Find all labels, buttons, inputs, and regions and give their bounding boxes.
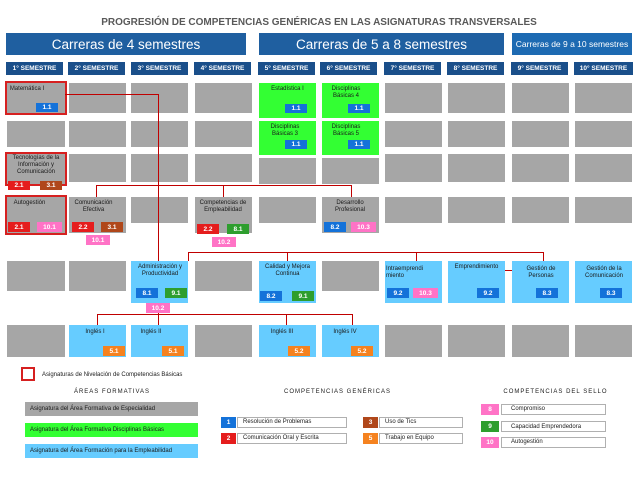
badge-10-3: 10.3 (351, 222, 376, 232)
legend-generic-1: Resolución de Problemas (243, 419, 312, 425)
course-placeholder (195, 154, 252, 182)
course-label: Matemática I (9, 86, 45, 92)
badge-2-2: 2.2 (72, 222, 94, 232)
semester-5: 5° SEMESTRE (258, 62, 315, 75)
badge-5-2: 5.2 (351, 346, 373, 356)
course-placeholder (322, 158, 379, 184)
badge-8-1: 8.1 (136, 288, 158, 298)
legend-sello-10-num: 10 (481, 437, 499, 448)
course-label: Intraemprendi miento (386, 266, 424, 279)
connector-line (65, 94, 159, 95)
badge-10-3: 10.3 (413, 288, 438, 298)
course-placeholder (448, 83, 505, 113)
badge-3-1: 3.1 (40, 181, 62, 190)
legend-generic-2: Comunicación Oral y Escrita (243, 435, 319, 441)
connector-line (352, 314, 353, 325)
course-label: Inglés IV (333, 329, 357, 335)
badge-9-1: 9.1 (165, 288, 187, 298)
course-label: Disciplinas Básicas 5 (331, 124, 361, 137)
band-4-semestres: Carreras de 4 semestres (6, 33, 246, 55)
course-placeholder (131, 197, 188, 223)
course-placeholder (448, 154, 505, 182)
course-label: Gestión de Personas (526, 266, 556, 279)
course-placeholder (7, 121, 65, 147)
badge-10-2: 10.2 (212, 237, 236, 247)
course-placeholder (195, 325, 252, 357)
course-placeholder (385, 121, 442, 147)
course-placeholder (195, 83, 252, 113)
badge-8-2: 8.2 (260, 291, 282, 301)
course-placeholder (322, 261, 379, 291)
badge-1-1: 1.1 (348, 140, 370, 149)
connector-line (158, 94, 159, 261)
legend-generic-2-num: 2 (221, 433, 236, 444)
course-placeholder (448, 121, 505, 147)
connector-line (96, 185, 97, 197)
course-placeholder (7, 325, 65, 357)
badge-5-2: 5.2 (288, 346, 310, 356)
legend-red-box-label: Asignaturas de Nivelación de Competencias Básicas (42, 372, 183, 378)
badge-8-2: 8.2 (324, 222, 346, 232)
course-placeholder (131, 121, 188, 147)
band-9-10-semestres: Carreras de 9 a 10 semestres (512, 33, 632, 55)
badge-1-1: 1.1 (348, 104, 370, 113)
course-placeholder (448, 325, 505, 357)
course-label: Tecnologías de la Información y Comunicación (12, 155, 60, 175)
badge-8-3: 8.3 (536, 288, 558, 298)
course-placeholder (512, 83, 569, 113)
course-placeholder (575, 83, 632, 113)
course-placeholder (575, 121, 632, 147)
legend-generic-1-num: 1 (221, 417, 236, 428)
course-placeholder (385, 154, 442, 182)
semester-2: 2° SEMESTRE (68, 62, 125, 75)
badge-2-2: 2.2 (197, 224, 219, 234)
badge-1-1: 1.1 (36, 103, 58, 112)
badge-10-2: 10.2 (146, 303, 170, 313)
legend-sello-8-num: 8 (481, 404, 499, 415)
connector-line (286, 314, 287, 325)
legend-red-box (21, 367, 35, 381)
connector-line (416, 252, 417, 261)
course-label: Calidad y Mejora Continua (264, 264, 311, 277)
course-label: Inglés III (270, 329, 294, 335)
course-placeholder (195, 121, 252, 147)
course-placeholder (512, 154, 569, 182)
connector-line (96, 185, 352, 186)
legend-area-especialidad: Asignatura del Área Formativa de Especialidad (25, 402, 198, 416)
semester-7: 7° SEMESTRE (384, 62, 441, 75)
badge-2-1: 2.1 (8, 181, 30, 190)
legend-area-disciplinas: Asignatura del Área Formativa Disciplinas Básicas (25, 423, 198, 437)
course-placeholder (69, 261, 126, 291)
course-label: Comunicación Efectiva (74, 200, 113, 213)
course-placeholder (512, 197, 569, 223)
badge-10-1: 10.1 (86, 235, 110, 245)
legend-generic-3-num: 3 (363, 417, 378, 428)
badge-2-1: 2.1 (8, 222, 30, 232)
semester-9: 9° SEMESTRE (511, 62, 568, 75)
band-5-8-semestres: Carreras de 5 a 8 semestres (259, 33, 504, 55)
badge-9-2: 9.2 (477, 288, 499, 298)
course-placeholder (575, 154, 632, 182)
course-disciplinas-3 (259, 121, 316, 155)
course-placeholder (575, 325, 632, 357)
page-title: PROGRESIÓN DE COMPETENCIAS GENÉRICAS EN LAS ASIGNATURAS TRANSVERSALES (101, 17, 537, 28)
badge-9-1: 9.1 (292, 291, 314, 301)
legend-generic-3: Uso de Tics (385, 419, 417, 425)
course-placeholder (69, 154, 126, 182)
legend-generic-title: COMPETENCIAS GENÉRICAS (283, 389, 391, 395)
semester-4: 4° SEMESTRE (194, 62, 251, 75)
legend-sello-8: Compromiso (511, 406, 546, 412)
course-placeholder (259, 158, 316, 184)
course-label: Autogestión (13, 200, 46, 206)
connector-line (287, 252, 288, 261)
course-placeholder (131, 83, 188, 113)
course-label: Gestión de la Comunicación (584, 266, 624, 279)
semester-1: 1° SEMESTRE (6, 62, 63, 75)
course-placeholder (512, 121, 569, 147)
semester-6: 6° SEMESTRE (320, 62, 377, 75)
badge-8-3: 8.3 (600, 288, 622, 298)
course-placeholder (69, 121, 126, 147)
connector-line (97, 314, 353, 315)
course-tic (7, 154, 65, 184)
semester-3: 3° SEMESTRE (131, 62, 188, 75)
course-placeholder (131, 154, 188, 182)
course-placeholder (448, 197, 505, 223)
legend-generic-5-num: 5 (363, 433, 378, 444)
badge-1-1: 1.1 (285, 140, 307, 149)
badge-5-1: 5.1 (103, 346, 125, 356)
course-label: Desarrollo Profesional (334, 200, 366, 213)
connector-line (543, 252, 544, 261)
course-label: Competencias de Empleabilidad (199, 200, 247, 213)
badge-9-2: 9.2 (387, 288, 409, 298)
connector-line (188, 252, 189, 261)
course-placeholder (575, 197, 632, 223)
connector-line (188, 252, 544, 253)
course-placeholder (69, 83, 126, 113)
connector-line (223, 185, 224, 197)
badge-5-1: 5.1 (162, 346, 184, 356)
course-disciplinas-5 (322, 121, 379, 155)
course-placeholder (385, 197, 442, 223)
course-label: Disciplinas Básicas 3 (270, 124, 300, 137)
course-placeholder (259, 197, 316, 223)
course-label: Disciplinas Básicas 4 (331, 86, 361, 99)
badge-8-1: 8.1 (227, 224, 249, 234)
badge-1-1: 1.1 (285, 104, 307, 113)
badge-3-1: 3.1 (101, 222, 123, 232)
semester-8: 8° SEMESTRE (447, 62, 504, 75)
course-label: Inglés II (140, 329, 162, 335)
course-label: Estadística I (271, 86, 304, 92)
legend-sello-9-num: 9 (481, 421, 499, 432)
course-placeholder (195, 261, 252, 291)
legend-generic-5: Trabajo en Equipo (385, 435, 434, 441)
connector-line (351, 185, 352, 197)
course-placeholder (512, 325, 569, 357)
legend-sello-9: Capacidad Emprendedora (511, 424, 582, 430)
course-label: Inglés I (85, 329, 105, 335)
badge-10-1: 10.1 (37, 222, 62, 232)
connector-line (97, 314, 98, 325)
legend-sello-title: COMPETENCIAS DEL SELLO (503, 389, 608, 395)
course-placeholder (385, 83, 442, 113)
course-placeholder (7, 261, 65, 291)
course-label: Administración y Productividad (137, 264, 182, 277)
semester-10: 10° SEMESTRE (574, 62, 633, 75)
legend-area-empleabilidad: Asignatura del Área Formación para la Empleabilidad (25, 444, 198, 458)
legend-areas-title: ÁREAS FORMATIVAS (73, 389, 151, 395)
course-label: Emprendimiento (454, 264, 499, 270)
connector-line (505, 270, 512, 271)
legend-sello-10: Autogestión (511, 439, 543, 445)
course-placeholder (385, 325, 442, 357)
